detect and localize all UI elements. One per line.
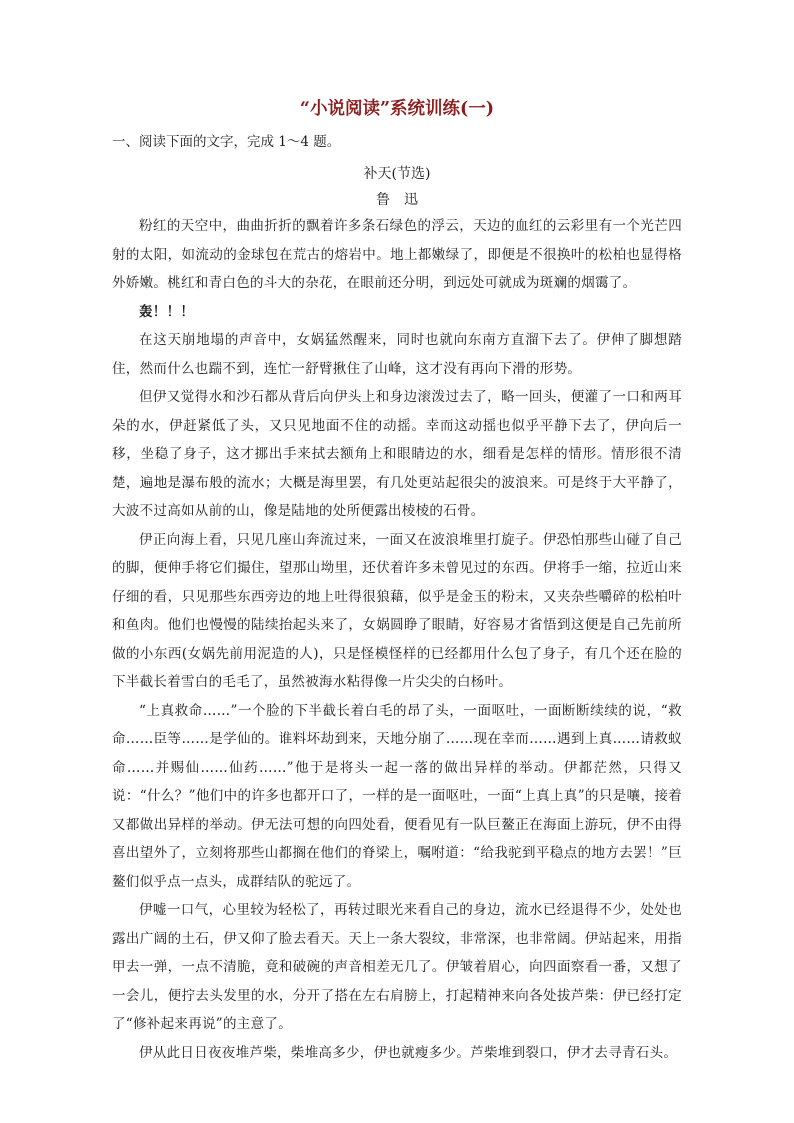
document-page (112, 96, 682, 1067)
paragraph: 轰！！！ (139, 303, 195, 320)
page-title: “小说阅读”系统训练(一) (299, 99, 495, 119)
paragraph: 伊嘘一口气，心里较为轻松了，再转过眼光来看自己的身边，流水已经退得不少，处处也露出广阔的土石，伊又仰了脸去看天。天上一条大裂纹，非常深，也非常阔。伊站起来，用指甲去一弹，一点不清脆，竟和破碗的声音相差无几了。伊皱着眉心，向四面察看一番，又想了一会儿，便拧去头发里的水，分开了搭在左右肩膀上，打起精神来向各处拔芦柴：伊已经打定了“修补起来再说”的主意了。 (112, 902, 682, 1032)
story-title: 补天(节选) (363, 166, 431, 182)
paragraph: 伊正向海上看，只见几座山奔流过来，一面又在波浪堆里打旋子。伊恐怕那些山碰了自己的脚，便伸手将它们撮住，望那山坳里，还伏着许多未曾见过的东西。伊将手一缩，拉近山来仔细的看，只见那些东西旁边的地上吐得很狼藉，似乎是金玉的粉末，又夹杂些嚼碎的松柏叶和鱼肉。他们也慢慢的陆续抬起头来了，女娲圆睁了眼睛，好容易才省悟到这便是自己先前所做的小东西(女娲先前用泥造的人)，只是怪模怪样的已经都用什么包了身子，有几个还在脸的下半截长着雪白的毛毛了，虽然被海水粘得像一片尖尖的白杨叶。 (112, 531, 682, 690)
paragraph: 粉红的天空中，曲曲折折的飘着许多条石绿色的浮云，天边的血红的云彩里有一个光芒四射的太阳，如流动的金球包在荒古的熔岩中。地上都嫩绿了，即便是不很换叶的松柏也显得格外娇嫩。桃红和青白色的斗大的杂花，在眼前还分明，到远处可就成为斑斓的烟霭了。 (112, 218, 682, 291)
question-instruction: 一、阅读下面的文字，完成 1～4 题。 (112, 134, 341, 150)
story-author: 鲁迅 (376, 192, 432, 208)
paragraph: “上真救命……”一个脸的下半截长着白毛的昂了头，一面呕吐，一面断断续续的说，“救命……臣等……是学仙的。谁料坏劫到来，天地分崩了……现在幸而……遇到上真……请救蚁命……并赐仙……仙药……”他于是将头一起一落的做出异样的举动。伊都茫然，只得又说：“什么？”他们中的许多也都开口了，一样的是一面呕吐，一面“上真上真”的只是嚷，接着又都做出异样的举动。伊无法可想的向四处看，便看见有一队巨鳌正在海面上游玩，伊不由得喜出望外了，立刻将那些山都搁在他们的脊梁上，嘱咐道：“给我驼到平稳点的地方去罢！”巨鳌们似乎点一点头，成群结队的驼远了。 (112, 702, 682, 890)
paragraph: 伊从此日日夜夜堆芦柴，柴堆高多少，伊也就瘦多少。芦柴堆到裂口，伊才去寻青石头。 (139, 1044, 678, 1061)
paragraph: 但伊又觉得水和沙石都从背后向伊头上和身边滚泼过去了，略一回头，便灌了一口和两耳朵的水，伊赶紧低了头，又只见地面不住的动摇。幸而这动摇也似乎平静下去了，伊向后一移，坐稳了身子，这才挪出手来拭去额角上和眼睛边的水，细看是怎样的情形。情形很不清楚，遍地是瀑布般的流水；大概是海里罢，有几处更站起很尖的波浪来。可是终于大平静了，大波不过高如从前的山，像是陆地的处所便露出棱棱的石骨。 (112, 389, 682, 519)
paragraph: 在这天崩地塌的声音中，女娲猛然醒来，同时也就向东南方直溜下去了。伊伸了脚想踏住，然而什么也踹不到，连忙一舒臂揪住了山峰，这才没有再向下滑的形势。 (112, 332, 682, 377)
